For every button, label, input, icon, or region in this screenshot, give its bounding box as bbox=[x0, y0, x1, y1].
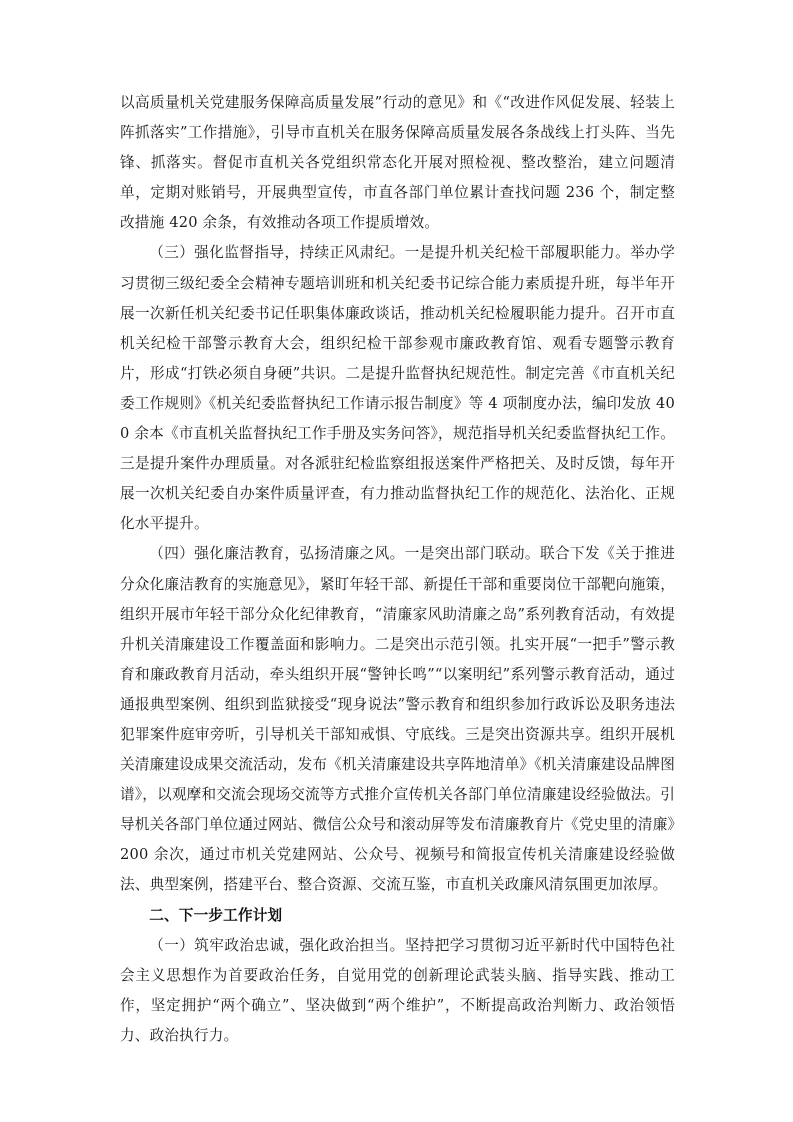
paragraph-integrity-education: （四）强化廉洁教育，弘扬清廉之风。一是突出部门联动。联合下发《关于推进分众化廉洁教育的实施意见》，紧盯年轻干部、新提任干部和重要岗位干部靶向施策，组织开展市年轻干部分众化纪律教育，“清廉家风助清廉之岛”系列教育活动，有效提升机关清廉建设工作覆盖面和影响力。二是突出示范引领。扎实开展“一把手”警示教育和廉政教育月活动，牵头组织开展“警钟长鸣”“以案明纪”系列警示教育活动，通过通报典型案例、组织到监狱接受“现身说法”警示教育和组织参加行政诉讼及职务违法犯罪案件庭审旁听，引导机关干部知戒惧、守底线。三是突出资源共享。组织开展机关清廉建设成果交流活动，发布《机关清廉建设共享阵地清单》《机关清廉建设品牌图谱》，以观摩和交流会现场交流等方式推介宣传机关各部门单位清廉建设经验做法。引导机关各部门单位通过网站、微信公众号和滚动屏等发布清廉教育片《党史里的清廉》200 余次，通过市机关党建网站、公众号、视频号和简报宣传机关清廉建设经验做法、典型案例，搭建平台、整合资源、交流互鉴，市直机关政廉风清氛围更加浓厚。 bbox=[120, 545, 675, 894]
section-heading: 二、下一步工作计划 bbox=[149, 906, 283, 924]
document-body bbox=[120, 88, 675, 1051]
paragraph-supervision: （三）强化监督指导，持续正风肃纪。一是提升机关纪检干部履职能力。举办学习贯彻三级纪委全会精神专题培训班和机关纪委书记综合能力素质提升班，每半年开展一次新任机关纪委书记任职集体廉政谈话，推动机关纪检履职能力提升。召开市直机关纪检干部警示教育大会，组织纪检干部参观市廉政教育馆、观看专题警示教育片，形成“打铁必须自身硬”共识。二是提升监督执纪规范性。制定完善《市直机关纪委工作规则》《机关纪委监督执纪工作请示报告制度》等 4 项制度办法，编印发放 400 余本《市直机关监督执纪工作手册及实务问答》，规范指导机关纪委监督执纪工作。三是提升案件办理质量。对各派驻纪检监察组报送案件严格把关、及时反馈，每年开展一次机关纪委自办案件质量评查，有力推动监督执纪工作的规范化、法治化、正规化水平提升。 bbox=[120, 244, 675, 533]
paragraph-continuation: 以高质量机关党建服务保障高质量发展”行动的意见》和《“改进作风促发展、轻装上阵抓落实”工作措施》，引导市直机关在服务保障高质量发展各条战线上打头阵、当先锋、抓落实。督促市直机关各党组织常态化开展对照检视、整改整治，建立问题清单，定期对账销号，开展典型宣传，市直各部门单位累计查找问题 236 个，制定整改措施 420 余条，有效推动各项工作提质增效。 bbox=[120, 94, 675, 232]
paragraph-political-loyalty: （一）筑牢政治忠诚，强化政治担当。坚持把学习贯彻习近平新时代中国特色社会主义思想作为首要政治任务，自觉用党的创新理论武装头脑、指导实践、推动工作，坚定拥护“两个确立”、坚决做到“两个维护”，不断提高政治判断力、政治领悟力、政治执行力。 bbox=[120, 936, 675, 1044]
